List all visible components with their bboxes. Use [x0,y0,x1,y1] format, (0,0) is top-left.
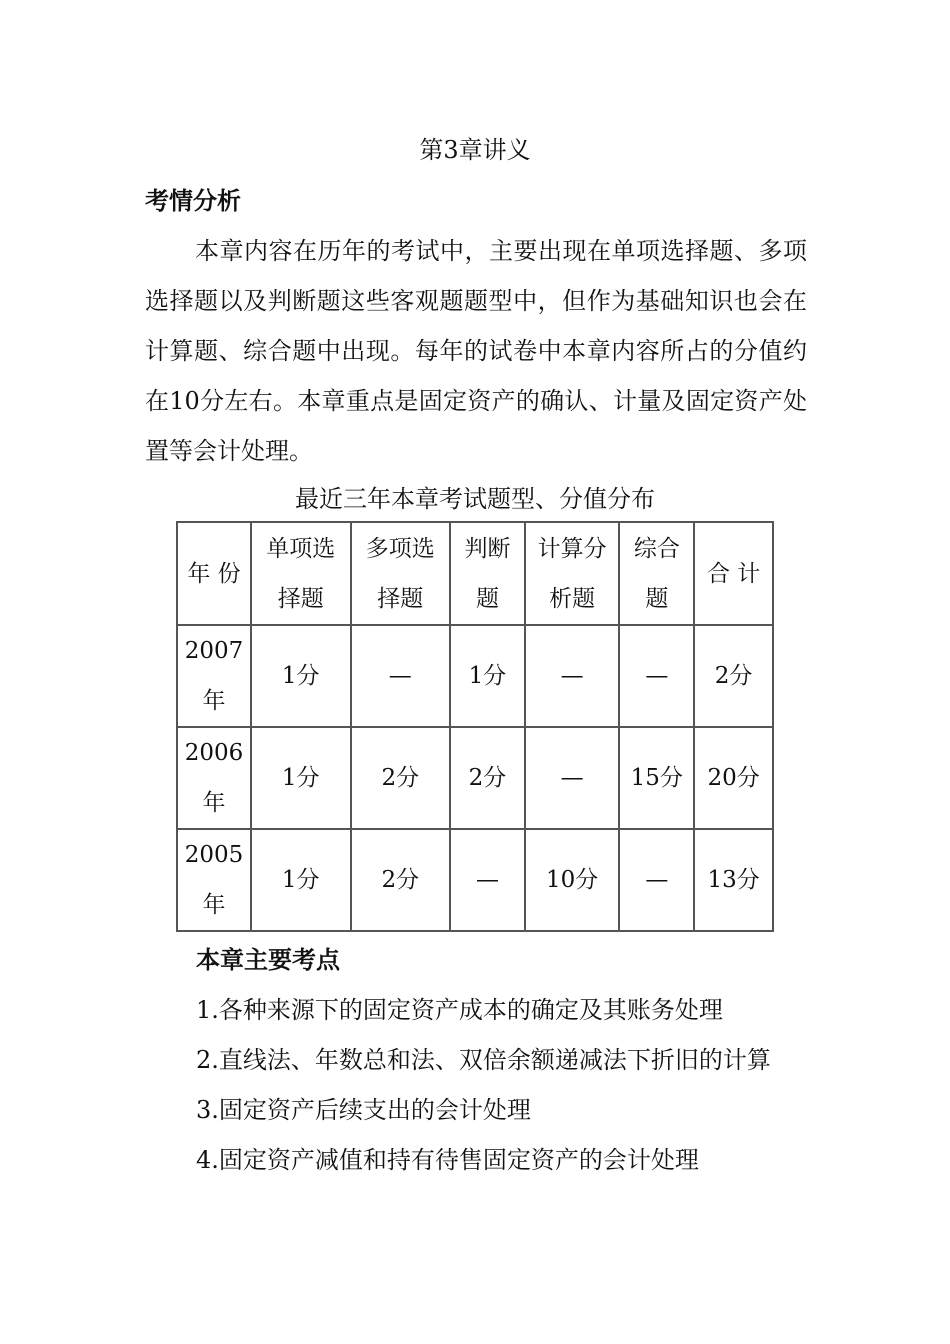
table-cell: 1分 [450,625,525,727]
header-total: 合 计 [694,522,773,625]
table-cell: — [450,829,525,931]
table-header-row [177,522,773,625]
header-calculation: 计算分析题 [525,522,620,625]
page-title: 第3章讲义 [419,136,531,164]
list-item: 2.直线法、年数总和法、双倍余额递减法下折旧的计算 [196,1046,771,1074]
list-item: 1.各种来源下的固定资产成本的确定及其账务处理 [196,996,723,1024]
table-row [177,727,773,829]
list-item: 4.固定资产减值和持有待售固定资产的会计处理 [196,1146,699,1174]
section-heading: 考情分析 [145,186,241,215]
table-row [177,625,773,727]
key-points-list [196,985,771,1185]
table-cell: 1分 [251,727,351,829]
table-cell: 2007年 [177,625,251,727]
score-distribution-table [176,521,774,932]
table-cell: 2分 [351,829,451,931]
table-cell: 2006年 [177,727,251,829]
intro-paragraph: 本章内容在历年的考试中，主要出现在单项选择题、多项选择题以及判断题这些客观题题型中，但作为基础知识也会在计算题、综合题中出现。每年的试卷中本章内容所占的分值约在10分左右。本章重点是固定资产的确认、计量及固定资产处置等会计处理。 [145,237,807,465]
table-cell: 15分 [619,727,694,829]
table-cell: 1分 [251,829,351,931]
table-cell: 13分 [694,829,773,931]
header-comprehensive: 综合题 [619,522,694,625]
table-cell: — [525,625,620,727]
table-caption: 最近三年本章考试题型、分值分布 [295,485,655,513]
table-cell: 1分 [251,625,351,727]
table-cell: — [619,625,694,727]
table-cell: 10分 [525,829,620,931]
table-cell: 2分 [694,625,773,727]
table-cell: 20分 [694,727,773,829]
header-true-false: 判断题 [450,522,525,625]
table-cell: — [619,829,694,931]
list-item: 3.固定资产后续支出的会计处理 [196,1096,531,1124]
header-multiple-choice: 多项选择题 [351,522,451,625]
table-cell: — [351,625,451,727]
table-cell: — [525,727,620,829]
header-year: 年 份 [177,522,251,625]
table-cell: 2分 [450,727,525,829]
key-points-heading: 本章主要考点 [196,945,340,974]
table-row [177,829,773,931]
table-cell: 2005年 [177,829,251,931]
header-single-choice: 单项选择题 [251,522,351,625]
table-cell: 2分 [351,727,451,829]
